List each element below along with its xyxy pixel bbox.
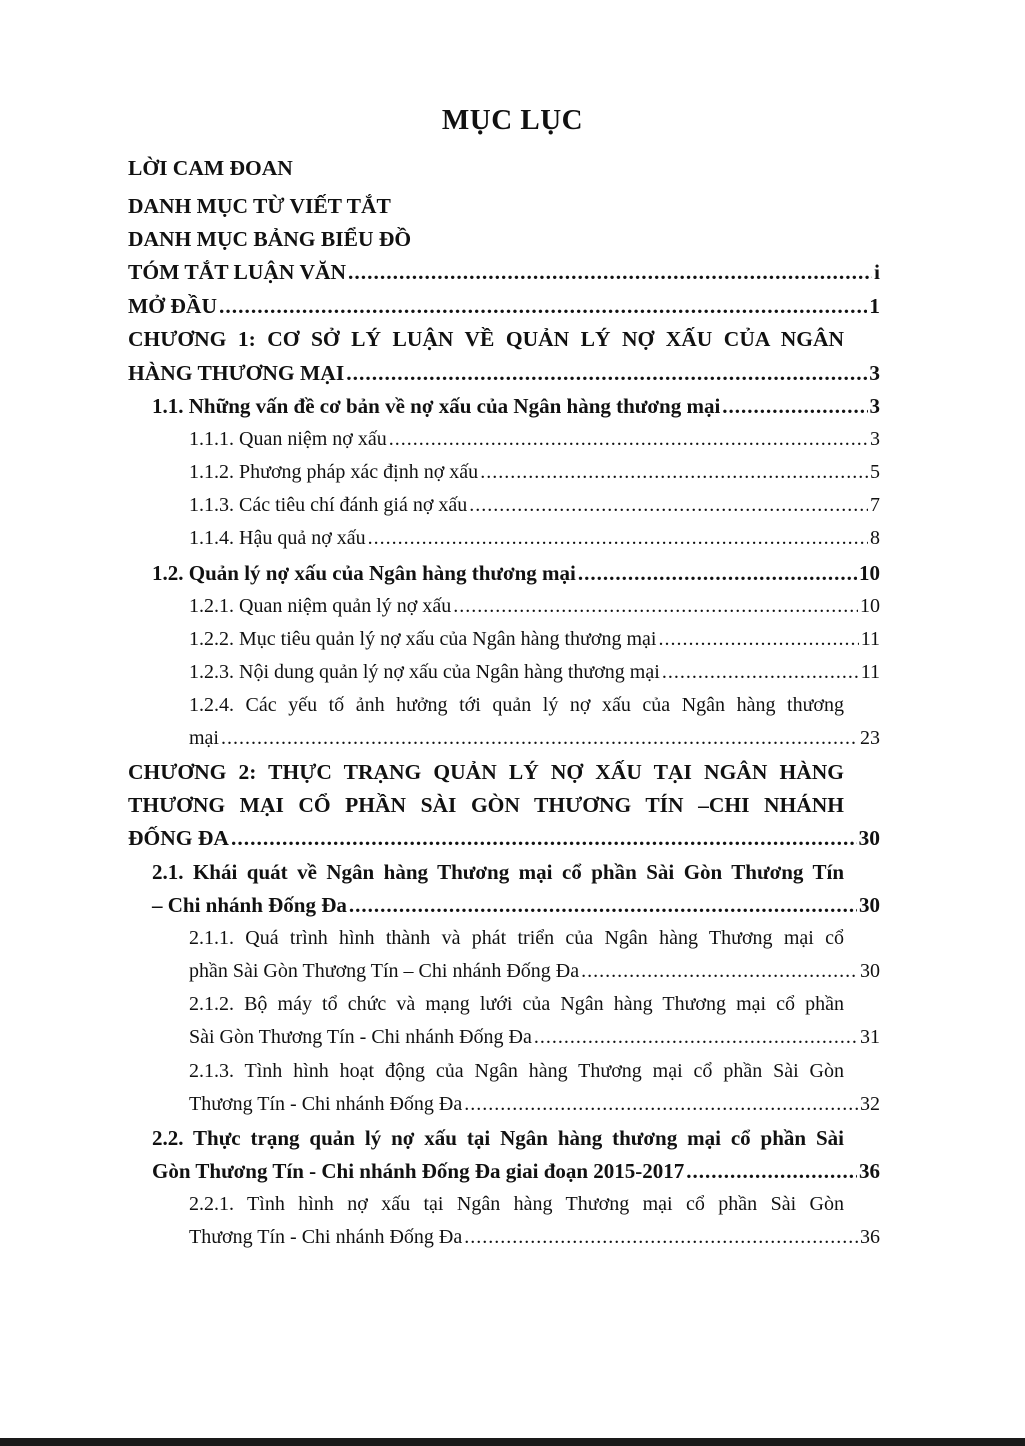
toc-entry-text: TÓM TẮT LUẬN VĂN (128, 260, 347, 284)
toc-leader-dots (658, 623, 858, 655)
toc-entry-text: 1.1.1. Quan niệm nợ xấu (189, 428, 387, 450)
toc-entry (128, 223, 411, 255)
toc-entry-text: THƯƠNG MẠI CỔ PHẦN SÀI GÒN THƯƠNG TÍN –CHI NHÁNH (128, 793, 844, 817)
toc-entry-text: Sài Gòn Thương Tín - Chi nhánh Đống Đa (189, 1026, 532, 1048)
toc-leader-dots (469, 489, 868, 521)
toc-entry (189, 623, 880, 655)
toc-entry-text: 2.2. Thực trạng quản lý nợ xấu tại Ngân hàng thương mại cổ phần Sài (152, 1126, 844, 1150)
toc-page-number: 30 (859, 893, 880, 917)
toc-leader-dots (581, 955, 858, 987)
toc-page-number: 32 (860, 1093, 880, 1115)
toc-page-number: 11 (860, 661, 880, 683)
toc-page-number: 31 (860, 1026, 880, 1048)
toc-entry (189, 489, 880, 521)
toc-entry-text: 1.1.3. Các tiêu chí đánh giá nợ xấu (189, 494, 468, 516)
toc-page-number: 5 (870, 461, 880, 483)
toc-leader-dots (662, 656, 859, 688)
toc-entry (128, 152, 293, 184)
toc-page-number: 10 (860, 595, 880, 617)
toc-leader-dots (534, 1021, 858, 1053)
toc-page-number: 30 (860, 960, 880, 982)
toc-entry-text: 1.2.2. Mục tiêu quản lý nợ xấu của Ngân hàng thương mại (189, 628, 657, 650)
toc-entry (152, 889, 880, 921)
toc-entry-text: 2.2.1. Tình hình nợ xấu tại Ngân hàng Thương mại cổ phần Sài Gòn (189, 1193, 844, 1215)
toc-entry (128, 357, 880, 389)
toc-leader-dots (348, 256, 872, 288)
toc-page-number: 8 (870, 527, 880, 549)
toc-entry (152, 390, 880, 422)
toc-entry (128, 756, 844, 788)
toc-leader-dots (480, 456, 868, 488)
toc-entry (128, 323, 844, 355)
toc-entry-text: 2.1.1. Quá trình hình thành và phát triển của Ngân hàng Thương mại cổ (189, 927, 844, 949)
toc-entry (189, 922, 844, 954)
toc-leader-dots (389, 423, 868, 455)
toc-entry (189, 722, 880, 754)
toc-entry-text: 1.2.3. Nội dung quản lý nợ xấu của Ngân hàng thương mại (189, 661, 660, 683)
toc-page-number: 36 (860, 1226, 880, 1248)
toc-entry (128, 789, 844, 821)
toc-entry-text: 1.1.4. Hậu quả nợ xấu (189, 527, 366, 549)
toc-entry-text: CHƯƠNG 2: THỰC TRẠNG QUẢN LÝ NỢ XẤU TẠI NGÂN HÀNG (128, 760, 844, 784)
toc-entry (189, 1221, 880, 1253)
toc-leader-dots (368, 522, 868, 554)
toc-page-number: 11 (860, 628, 880, 650)
toc-entry-text: DANH MỤC BẢNG BIỂU ĐỒ (128, 227, 412, 251)
toc-entry (152, 1155, 880, 1187)
toc-entry-text: 2.1. Khái quát về Ngân hàng Thương mại cổ phần Sài Gòn Thương Tín (152, 860, 844, 884)
toc-entry-text: CHƯƠNG 1: CƠ SỞ LÝ LUẬN VỀ QUẢN LÝ NỢ XẤU CỦA NGÂN (128, 327, 844, 351)
toc-page-number: 3 (869, 394, 880, 418)
toc-entry (152, 856, 844, 888)
toc-page-number: 36 (859, 1159, 880, 1183)
toc-page-number: 30 (858, 826, 880, 850)
toc-entry (189, 656, 880, 688)
toc-entry-text: ĐỐNG ĐA (128, 826, 229, 850)
toc-leader-dots (464, 1088, 858, 1120)
toc-leader-dots (349, 889, 857, 921)
toc-entry-text: phần Sài Gòn Thương Tín – Chi nhánh Đống Đa (189, 960, 580, 982)
toc-entry (128, 190, 391, 222)
toc-entry (128, 256, 880, 288)
toc-entry (189, 456, 880, 488)
toc-leader-dots (219, 290, 867, 322)
page-bottom-edge (0, 1438, 1025, 1446)
toc-entry (189, 1055, 844, 1087)
toc-leader-dots (231, 822, 857, 854)
toc-leader-dots (722, 390, 867, 422)
toc-entry (189, 1021, 880, 1053)
toc-entry-text: LỜI CAM ĐOAN (128, 156, 293, 180)
toc-entry-text: Thương Tín - Chi nhánh Đống Đa (189, 1226, 463, 1248)
toc-entry (189, 1188, 844, 1220)
toc-page-number: 1 (869, 294, 880, 318)
toc-entry-text: – Chi nhánh Đống Đa (152, 893, 347, 917)
toc-page-number: 10 (859, 561, 880, 585)
toc-entry-text: mại (189, 727, 219, 749)
toc-entry (189, 423, 880, 455)
toc-entry-text: Gòn Thương Tín - Chi nhánh Đống Đa giai đoạn 2015-2017 (152, 1159, 685, 1183)
toc-entry (189, 689, 844, 721)
toc-page-number: 3 (869, 361, 880, 385)
toc-leader-dots (686, 1155, 857, 1187)
toc-leader-dots (221, 722, 858, 754)
toc-page-number: 7 (870, 494, 880, 516)
toc-entry (128, 822, 880, 854)
toc-entry-text: MỞ ĐẦU (128, 294, 217, 318)
toc-leader-dots (464, 1221, 858, 1253)
toc-leader-dots (346, 357, 867, 389)
toc-entry-text: 1.2.1. Quan niệm quản lý nợ xấu (189, 595, 452, 617)
toc-entry-text: HÀNG THƯƠNG MẠI (128, 361, 345, 385)
toc-leader-dots (453, 590, 858, 622)
toc-entry (189, 988, 844, 1020)
toc-entry (189, 1088, 880, 1120)
toc-page-number: i (874, 260, 880, 284)
toc-entry-text: 1.1. Những vấn đề cơ bản về nợ xấu của Ngân hàng thương mại (152, 394, 721, 418)
toc-entry-text: 1.1.2. Phương pháp xác định nợ xấu (189, 461, 479, 483)
toc-page-number: 23 (860, 727, 880, 749)
toc-entry (152, 1122, 844, 1154)
toc-page-number: 3 (870, 428, 880, 450)
toc-entry (189, 955, 880, 987)
toc-entry-text: Thương Tín - Chi nhánh Đống Đa (189, 1093, 463, 1115)
toc-entry (189, 590, 880, 622)
toc-entry (128, 290, 880, 322)
toc-leader-dots (578, 557, 857, 589)
toc-entry-text: 1.2. Quản lý nợ xấu của Ngân hàng thương mại (152, 561, 576, 585)
toc-entry (152, 557, 880, 589)
toc-entry-text: DANH MỤC TỪ VIẾT TẮT (128, 194, 391, 218)
toc-entry-text: 1.2.4. Các yếu tố ảnh hưởng tới quản lý nợ xấu của Ngân hàng thương (189, 694, 844, 716)
toc-entry-text: 2.1.2. Bộ máy tổ chức và mạng lưới của Ngân hàng Thương mại cổ phần (189, 993, 844, 1015)
toc-entry (189, 522, 880, 554)
page-title: MỤC LỤC (441, 104, 584, 136)
toc-entry-text: 2.1.3. Tình hình hoạt động của Ngân hàng Thương mại cổ phần Sài Gòn (189, 1060, 844, 1082)
